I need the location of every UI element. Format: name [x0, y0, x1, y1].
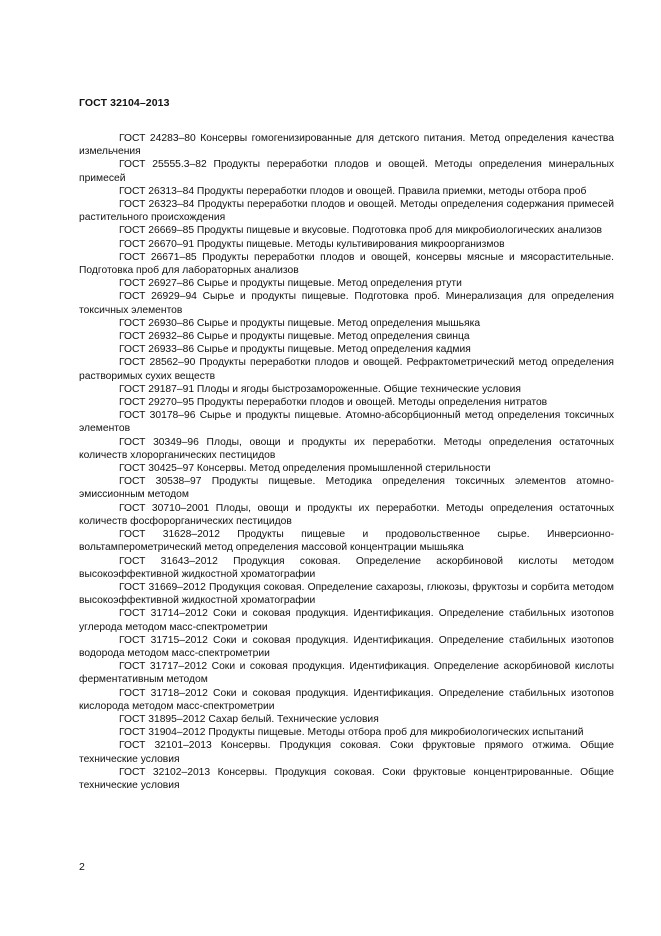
reference-item: ГОСТ 26933–86 Сырье и продукты пищевые. Метод определения кадмия: [119, 344, 471, 356]
reference-item: ГОСТ 26671–85 Продукты переработки плодов и овощей, консервы мясные и мясорастительные. Подготовка проб для лабораторных анализов: [79, 251, 614, 277]
reference-item: ГОСТ 26323–84 Продукты переработки плодов и овощей. Методы определения содержания примесей растительного происхождения: [79, 199, 614, 224]
page-number: 2: [79, 861, 85, 873]
reference-item: ГОСТ 30425–97 Консервы. Метод определения промышленной стерильности: [119, 463, 491, 475]
normative-references-list: [79, 132, 614, 792]
reference-item: ГОСТ 31714–2012 Соки и соковая продукция. Идентификация. Определение стабильных изотопов углерода методом масс-спектрометрии: [79, 608, 614, 633]
reference-item: ГОСТ 25555.3–82 Продукты переработки плодов и овощей. Методы определения минеральных примесей: [79, 159, 614, 184]
reference-item: ГОСТ 26313–84 Продукты переработки плодов и овощей. Правила приемки, методы отбора проб: [119, 185, 587, 197]
reference-item: ГОСТ 30349–96 Плоды, овощи и продукты их переработки. Методы определения остаточных количеств хлорорганических пестицидов: [79, 436, 614, 461]
reference-item: ГОСТ 26932–86 Сырье и продукты пищевые. Метод определения свинца: [119, 331, 470, 343]
reference-item: ГОСТ 26929–94 Сырье и продукты пищевые. Подготовка проб. Минерализация для определения токсичных элементов: [79, 291, 614, 316]
document-code-header: ГОСТ 32104–2013: [79, 97, 170, 109]
reference-item: ГОСТ 28562–90 Продукты переработки плодов и овощей. Рефрактометрический метод определения растворимых сухих веществ: [79, 357, 614, 382]
reference-item: ГОСТ 26930–86 Сырье и продукты пищевые. Метод определения мышьяка: [119, 317, 481, 329]
reference-item: ГОСТ 31717–2012 Соки и соковая продукция. Идентификация. Определение аскорбиновой кислоты ферментативным методом: [79, 661, 614, 686]
reference-item: ГОСТ 26927–86 Сырье и продукты пищевые. Метод определения ртути: [119, 278, 462, 290]
reference-item: ГОСТ 31715–2012 Соки и соковая продукция. Идентификация. Определение стабильных изотопов водорода методом масс-спектрометрии: [79, 634, 614, 659]
reference-item: ГОСТ 31895–2012 Сахар белый. Технические условия: [119, 713, 379, 725]
reference-item: ГОСТ 30538–97 Продукты пищевые. Методика определения токсичных элементов атомно-эмиссионным методом: [79, 476, 614, 501]
reference-item: ГОСТ 31718–2012 Соки и соковая продукция. Идентификация. Определение стабильных изотопов кислорода методом масс-спектрометрии: [79, 687, 614, 712]
reference-item: ГОСТ 29270–95 Продукты переработки плодов и овощей. Методы определения нитратов: [119, 397, 548, 409]
reference-item: ГОСТ 32102–2013 Консервы. Продукция соковая. Соки фруктовые концентрированные. Общие технические условия: [79, 766, 614, 791]
reference-item: ГОСТ 26669–85 Продукты пищевые и вкусовые. Подготовка проб для микробиологических анализов: [119, 225, 603, 237]
reference-item: ГОСТ 32101–2013 Консервы. Продукция соковая. Соки фруктовые прямого отжима. Общие технические условия: [79, 740, 614, 765]
reference-item: ГОСТ 31643–2012 Продукция соковая. Определение аскорбиновой кислоты методом высокоэффективной жидкостной хроматографии: [79, 555, 614, 580]
reference-item: ГОСТ 26670–91 Продукты пищевые. Методы культивирования микроорганизмов: [119, 238, 505, 250]
reference-item: ГОСТ 30178–96 Сырье и продукты пищевые. Атомно-абсорбционный метод определения токсичных элементов: [79, 410, 614, 435]
reference-item: ГОСТ 30710–2001 Плоды, овощи и продукты их переработки. Методы определения остаточных количеств фосфорорганических пестицидов: [79, 502, 614, 527]
reference-item: ГОСТ 31904–2012 Продукты пищевые. Методы отбора проб для микробиологических испытаний: [119, 727, 584, 739]
reference-item: ГОСТ 31628–2012 Продукты пищевые и продовольственное сырье. Инверсионно-вольтамперометрический метод определения массовой концентрации мышьяка: [79, 529, 614, 554]
reference-item: ГОСТ 31669–2012 Продукция соковая. Определение сахарозы, глюкозы, фруктозы и сорбита методом высокоэффективной жидкостной хроматографии: [79, 581, 614, 607]
reference-item: ГОСТ 29187–91 Плоды и ягоды быстрозамороженные. Общие технические условия: [119, 383, 521, 395]
reference-item: ГОСТ 24283–80 Консервы гомогенизированные для детского питания. Метод определения качества измельчения: [79, 133, 614, 158]
